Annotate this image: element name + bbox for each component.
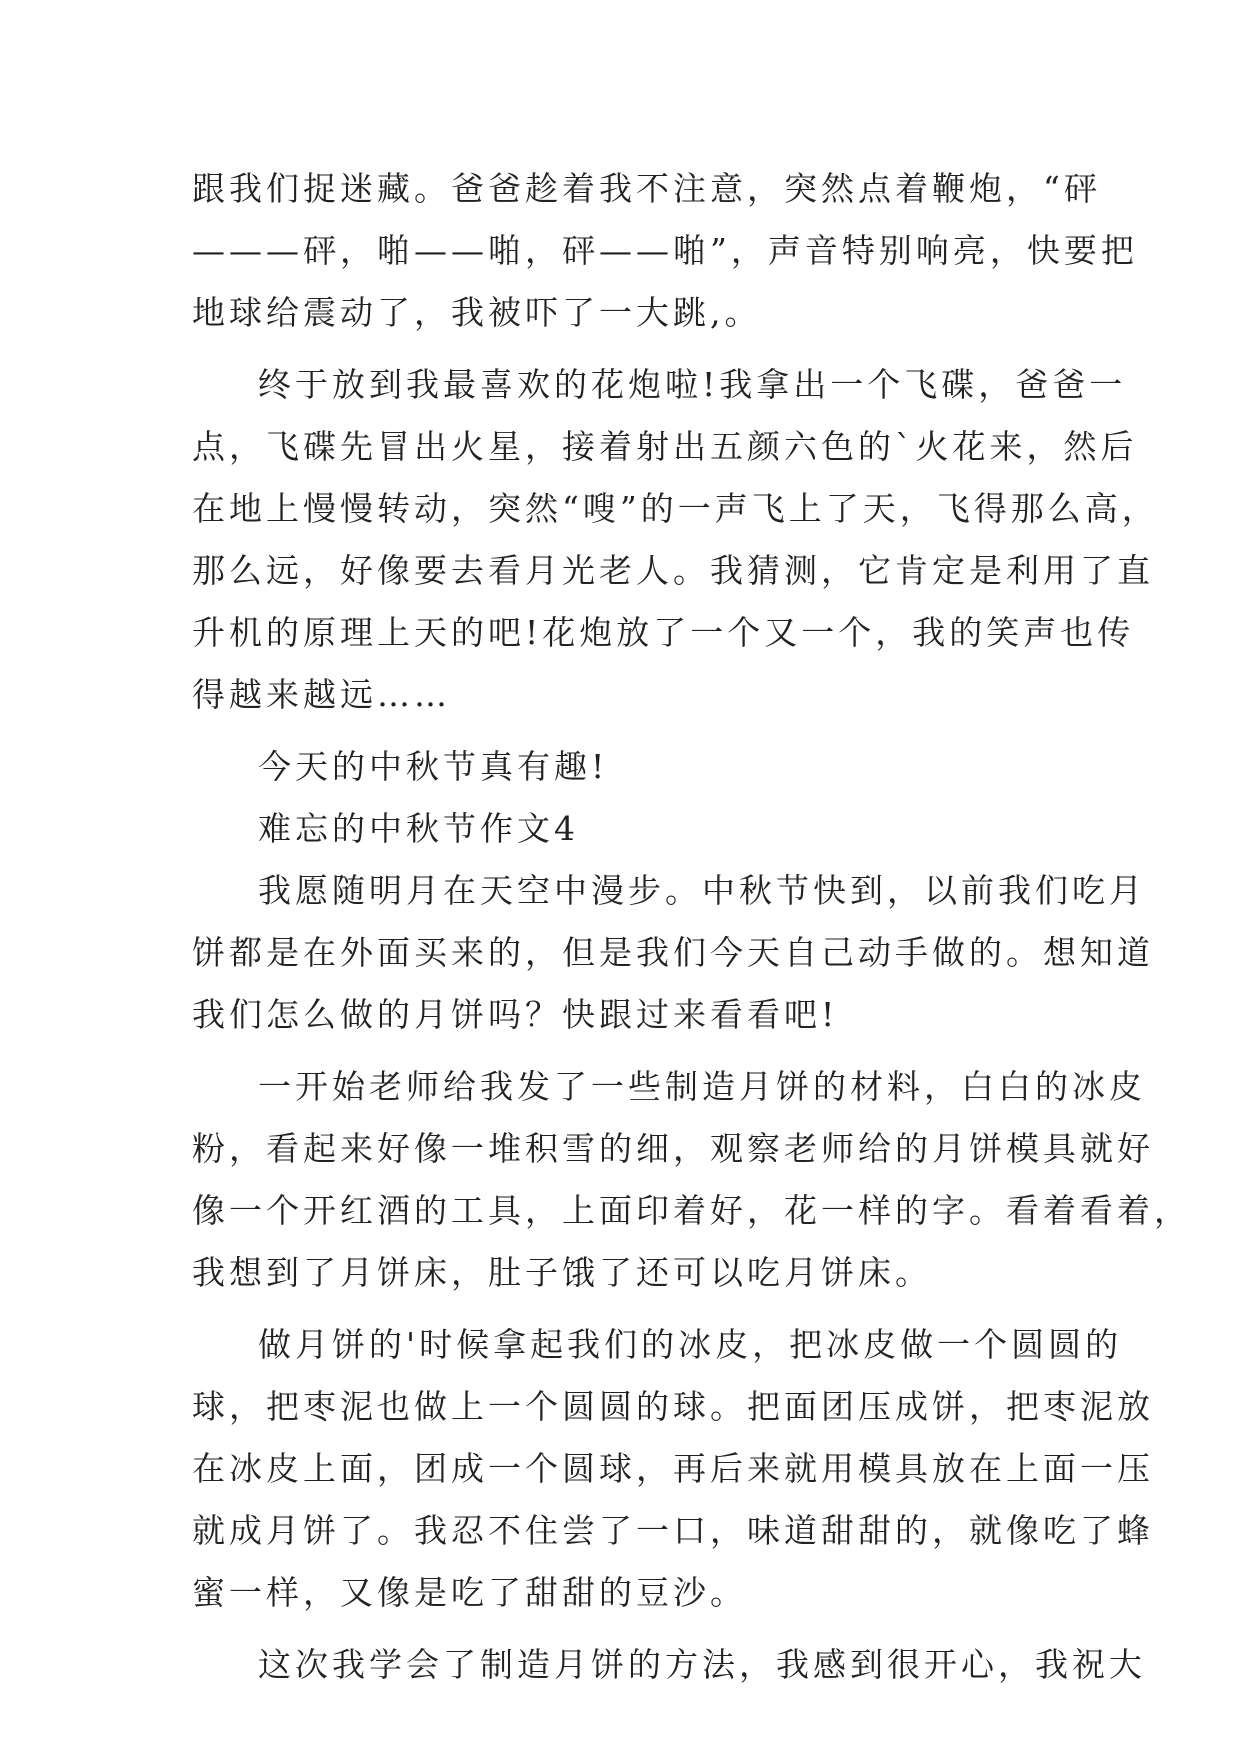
text-line: 就成月饼了。我忍不住尝了一口，味道甜甜的，就像吃了蜂 xyxy=(192,1511,1154,1550)
text-line: 那么远，好像要去看月光老人。我猜测，它肯定是利用了直 xyxy=(192,551,1154,590)
text-line: 这次我学会了制造月饼的方法，我感到很开心，我祝大 xyxy=(258,1645,1146,1684)
text-line: 升机的原理上天的吧!花炮放了一个又一个，我的笑声也传 xyxy=(192,613,1135,652)
text-line: 球，把枣泥也做上一个圆圆的球。把面团压成饼，把枣泥放 xyxy=(192,1387,1154,1426)
text-line: 我愿随明月在天空中漫步。中秋节快到，以前我们吃月 xyxy=(258,871,1146,910)
text-line: 我们怎么做的月饼吗？快跟过来看看吧! xyxy=(192,995,839,1034)
text-line: ———砰，啪——啪，砰——啪”，声音特别响亮，快要把 xyxy=(192,231,1138,270)
section-heading: 难忘的中秋节作文4 xyxy=(258,809,579,848)
text-line: 今天的中秋节真有趣! xyxy=(258,747,609,786)
essay-body xyxy=(192,158,1191,1696)
text-line: 像一个开红酒的工具，上面印着好，花一样的字。看着看着， xyxy=(192,1191,1191,1230)
text-line: 点，飞碟先冒出火星，接着射出五颜六色的`火花来，然后 xyxy=(192,427,1138,466)
text-line: 一开始老师给我发了一些制造月饼的材料，白白的冰皮 xyxy=(258,1067,1146,1106)
text-line: 饼都是在外面买来的，但是我们今天自己动手做的。想知道 xyxy=(192,933,1154,972)
text-line: 做月饼的'时候拿起我们的冰皮，把冰皮做一个圆圆的 xyxy=(258,1325,1123,1364)
text-line: 我想到了月饼床，肚子饿了还可以吃月饼床。 xyxy=(192,1253,932,1292)
text-line: 蜜一样，又像是吃了甜甜的豆沙。 xyxy=(192,1573,747,1612)
text-line: 得越来越远…… xyxy=(192,675,451,714)
text-line: 终于放到我最喜欢的花炮啦!我拿出一个飞碟，爸爸一 xyxy=(258,365,1127,404)
text-line: 粉，看起来好像一堆积雪的细，观察老师给的月饼模具就好 xyxy=(192,1129,1154,1168)
text-line: 在冰皮上面，团成一个圆球，再后来就用模具放在上面一压 xyxy=(192,1449,1154,1488)
text-line: 跟我们捉迷藏。爸爸趁着我不注意，突然点着鞭炮，“砰 xyxy=(192,169,1101,208)
text-line: 地球给震动了，我被吓了一大跳,。 xyxy=(192,293,762,332)
text-line: 在地上慢慢转动，突然“嗖”的一声飞上了天，飞得那么高， xyxy=(192,489,1159,528)
